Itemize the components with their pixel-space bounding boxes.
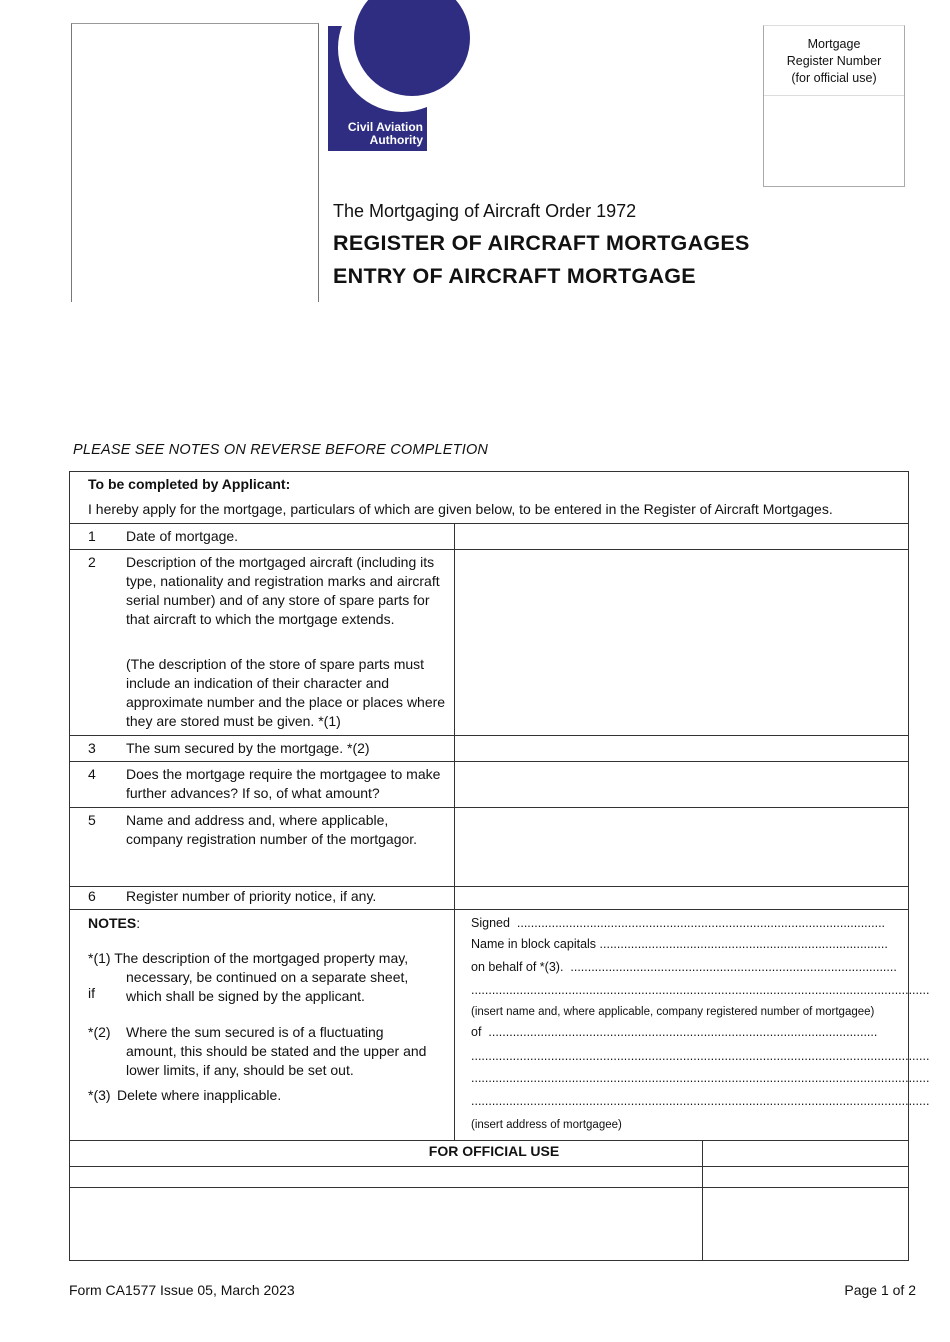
item-label: The sum secured by the mortgage. *(2) bbox=[126, 740, 370, 756]
mortgagee-address-line-1[interactable]: of ................................................................................................................ bbox=[471, 1025, 878, 1039]
note-3-text: Delete where inapplicable. bbox=[117, 1087, 282, 1103]
priority-notice-field[interactable] bbox=[456, 888, 906, 908]
item-number: 1 bbox=[88, 528, 96, 544]
item-label-note: (The description of the store of spare parts must include an indication of their character and approximate number and the place or places where they are stored must be given. *(1) bbox=[126, 656, 446, 729]
page-number: Page 1 of 2 bbox=[844, 1282, 916, 1298]
logo-line-2: Authority bbox=[369, 133, 423, 147]
on-behalf-line[interactable]: on behalf of *(3). .............................................................................................. bbox=[471, 960, 897, 974]
item-label: Register number of priority notice, if any. bbox=[126, 888, 377, 904]
signed-line[interactable]: Signed .......................................................................................................... bbox=[471, 916, 886, 930]
mortgagee-address-line-2[interactable]: .................................................................................................................................... bbox=[471, 1049, 930, 1063]
register-number-heading bbox=[764, 26, 904, 96]
note-2-text: Where the sum secured is of a fluctuating amount, this should be stated and the upper and lower limits, if any, should be set out. bbox=[126, 1024, 427, 1078]
name-block-label: Name in block capitals bbox=[471, 937, 597, 951]
stamp-area bbox=[71, 23, 319, 302]
item-label: Does the mortgage require the mortgagee to make further advances? If so, of what amount? bbox=[126, 766, 441, 801]
application-form bbox=[69, 471, 930, 1261]
item-label: Name and address and, where applicable, company registration number of the mortgagor. bbox=[126, 812, 418, 847]
on-behalf-label: on behalf of *(3). bbox=[471, 960, 564, 974]
completion-notice: PLEASE SEE NOTES ON REVERSE BEFORE COMPLETION bbox=[73, 442, 489, 458]
register-box-line-3: (for official use) bbox=[791, 71, 877, 85]
form-reference: Form CA1577 Issue 05, March 2023 bbox=[69, 1282, 295, 1298]
note-1-line-1: *(1) The description of the mortgaged property may, bbox=[88, 950, 409, 966]
note-1-line-2: necessary, be continued on a separate sheet, bbox=[126, 969, 409, 985]
item-label: Date of mortgage. bbox=[126, 528, 239, 544]
register-box-line-2: Register Number bbox=[786, 54, 882, 68]
logo-line-1: Civil Aviation bbox=[347, 120, 423, 134]
notes-heading bbox=[88, 914, 140, 933]
applicant-heading: To be completed by Applicant: bbox=[88, 476, 291, 492]
official-use-field bbox=[70, 1188, 702, 1260]
of-label: of bbox=[471, 1025, 482, 1039]
aircraft-description-field[interactable] bbox=[456, 551, 906, 734]
logo-text bbox=[332, 121, 423, 147]
insert-address-hint: (insert address of mortgagee) bbox=[471, 1119, 622, 1131]
register-box-line-1: Mortgage bbox=[807, 37, 861, 51]
date-of-mortgage-field[interactable] bbox=[456, 525, 906, 548]
register-number-field[interactable] bbox=[764, 96, 904, 184]
item-number: 6 bbox=[88, 888, 96, 904]
note-3-label: *(3) bbox=[88, 1087, 111, 1103]
form-title-2: ENTRY OF AIRCRAFT MORTGAGE bbox=[333, 264, 696, 288]
note-1-if: if bbox=[88, 985, 95, 1001]
signed-label: Signed bbox=[471, 916, 510, 930]
item-number: 3 bbox=[88, 740, 96, 756]
order-title: The Mortgaging of Aircraft Order 1972 bbox=[333, 201, 637, 221]
item-number: 5 bbox=[88, 812, 96, 828]
mortgagee-name-line[interactable]: .................................................................................................................................... bbox=[471, 983, 930, 997]
name-block-line[interactable]: Name in block capitals ................................................................................... bbox=[471, 937, 888, 951]
official-use-heading: FOR OFFICIAL USE bbox=[428, 1143, 560, 1159]
register-number-box bbox=[763, 25, 905, 187]
insert-name-hint: (insert name and, where applicable, company registered number of mortgagee) bbox=[471, 1006, 875, 1018]
note-1-line-3: which shall be signed by the applicant. bbox=[126, 988, 365, 1004]
sum-secured-field[interactable] bbox=[456, 737, 906, 760]
mortgagee-address-line-3[interactable]: .................................................................................................................................... bbox=[471, 1071, 930, 1085]
item-label: Description of the mortgaged aircraft (including its type, nationality and registration marks and aircraft serial number) and of any store of spare parts for that aircraft to which the mortgage extends. bbox=[126, 554, 440, 627]
item-number: 2 bbox=[88, 554, 96, 570]
notes-heading-text: NOTES bbox=[88, 915, 137, 931]
applicant-statement: I hereby apply for the mortgage, particulars of which are given below, to be entered in the Register of Aircraft Mortgages. bbox=[88, 501, 833, 517]
further-advances-field[interactable] bbox=[456, 763, 906, 806]
notes-heading-colon: : bbox=[136, 915, 141, 931]
form-title-1: REGISTER OF AIRCRAFT MORTGAGES bbox=[333, 231, 750, 255]
mortgagee-address-line-4[interactable]: .................................................................................................................................... bbox=[471, 1094, 930, 1108]
caa-logo bbox=[328, 26, 427, 151]
note-2-label: *(2) bbox=[88, 1024, 111, 1040]
item-number: 4 bbox=[88, 766, 96, 782]
mortgagor-details-field[interactable] bbox=[456, 809, 906, 885]
